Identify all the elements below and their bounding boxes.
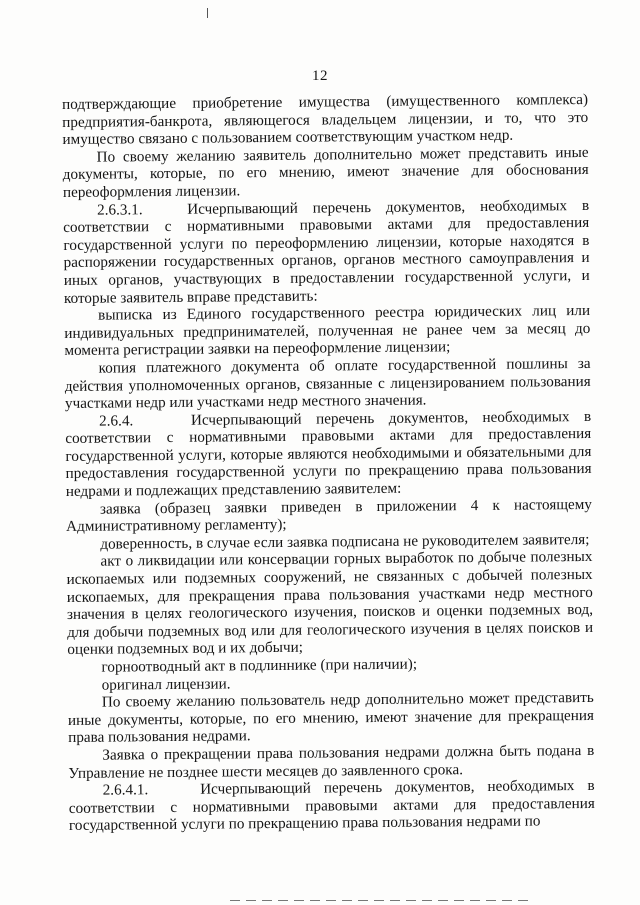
list-item-application: заявка (образец заявки приведен в приложении 4 к настоящему Административному регламенту);	[66, 495, 593, 536]
page-number: 12	[312, 68, 328, 84]
scan-mark	[207, 8, 208, 18]
paragraph-2-6-3-1: 2.6.3.1. Исчерпывающий перечень документов, необходимых в соответствии с нормативными правовыми актами для предоставления государственной услуги по переоформлению лицензии, которые находятся в распоряжении государственных органов, органов местного самоуправления и иных органов, участвующих в предоставлении государственной услуги, и которые заявитель вправе представить:	[63, 196, 590, 307]
paragraph-2-6-4: 2.6.4. Исчерпывающий перечень документов, необходимых в соответствии с нормативными правовыми актами для предоставления государственной услуги, которые являются необходимыми и обязательными для предоставления государственной услуги по прекращению права пользования недрами и подлежащих представлению заявителем:	[65, 407, 592, 501]
list-item-payment-copy: копия платежного документа об оплате государственной пошлины за действия уполномоченных органов, связанные с лицензированием пользования участками недр или участками недр местного значения.	[64, 354, 591, 413]
document-body	[62, 91, 595, 835]
list-item-power-of-attorney: доверенность, в случае если заявка подписана не руководителем заявителя;	[100, 530, 590, 553]
list-item-egrul-extract: выписка из Единого государственного реестра юридических лиц или индивидуальных предпринимателей, полученная не ранее чем за месяц до момента регистрации заявки на переоформление лицензии;	[64, 302, 591, 360]
paragraph-application-deadline: Заявка о прекращении права пользования недрами должна быть подана в Управление не позднее шести месяцев до заявленного срока.	[68, 741, 595, 782]
paragraph-optional-documents: По своему желанию заявитель дополнительно может представить иные документы, которые, по его мнению, имеют значение для обоснования переоформления лицензии.	[62, 143, 589, 201]
list-item-license-original: оригинал лицензии.	[101, 675, 231, 694]
list-item-liquidation-act: акт о ликвидации или консервации горных выработок по добыче полезных ископаемых или подземных сооружений, не связанных с добычей полезных ископаемых, для прекращения права пользования участками недр местного значения в целях геологического изучения, поисков и оценки подземных вод, для добычи подземных вод или для геологического изучения в целях поисков и оценки подземных вод и их добычи;	[66, 548, 594, 659]
list-item-mining-allotment-act: горноотводный акт в подлиннике (при наличии);	[101, 655, 418, 676]
paragraph-2-6-4-1: 2.6.4.1. Исчерпывающий перечень документов, необходимых в соответствии с нормативными правовыми актами для предоставления государственной услуги по прекращению права пользования недрами по	[68, 777, 595, 835]
paragraph-user-optional-documents: По своему желанию пользователь недр дополнительно может представить иные документы, которые, по его мнению, имеют значение для прекращения права пользования недрами.	[67, 689, 595, 747]
paragraph-continuation: подтверждающие приобретение имущества (имущественного комплекса) предприятия-банкрота, являющегося владельцем лицензии, и то, что это имущество связано с пользованием соответствующим участком недр.	[62, 90, 589, 149]
footer-divider	[230, 900, 530, 901]
